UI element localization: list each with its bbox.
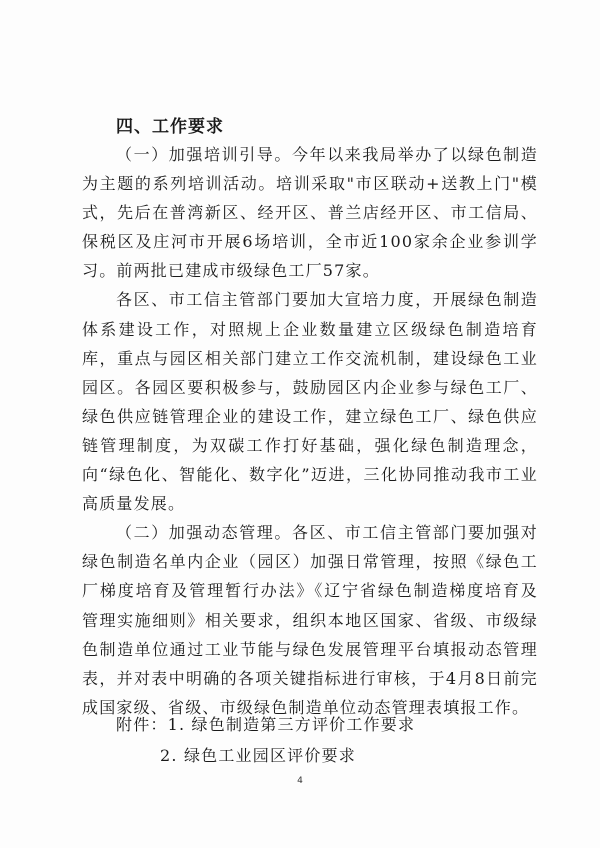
subheading-training: （一）加强培训引导。: [116, 145, 292, 164]
attachment-label: 附件：: [116, 715, 168, 734]
section-heading: 四、工作要求: [116, 117, 224, 137]
attachment-item-1: 1. 绿色制造第三方评价工作要求: [167, 715, 416, 734]
attachment-line-1: [116, 710, 415, 740]
paragraph-management-text: 各区、市工信主管部门要加强对绿色制造名单内企业（园区）加强日常管理，按照《绿色工厂梯度培育及管理暂行办法》《辽宁省绿色制造梯度培育及管理实施细则》相关要求，组织本地区国家、省级、市级绿色制造单位通过工业节能与绿色发展管理平台填报动态管理表，并对表中明确的各项关键指标进行审核，于4月8日前完成国家级、省级、市级绿色制造单位动态管理表填报工作。: [82, 523, 538, 717]
attachment-item-2: 2. 绿色工业园区评价要求: [160, 746, 356, 765]
subheading-management: （二）加强动态管理。: [116, 523, 292, 543]
paragraph-training-text: 今年以来我局举办了以绿色制造为主题的系列培训活动。培训采取"市区联动+送教上门"模式，先后在普湾新区、经开区、普兰店经开区、市工信局、保税区及庄河市开展6场培训，全市近100家余企业参训学习。前两批已建成市级绿色工厂57家。: [82, 145, 538, 281]
paragraph-promotion-text: 各区、市工信主管部门要加大宣培力度，开展绿色制造体系建设工作，对照规上企业数量建立区级绿色制造培育库，重点与园区相关部门建立工作交流机制，建设绿色工业园区。各园区要积极参与，鼓励园区内企业参与绿色工厂、绿色供应链管理企业的建设工作，建立绿色工厂、绿色供应链管理制度，为双碳工作打好基础，强化绿色制造理念，向“绿色化、智能化、数字化”迈进，三化协同推动我市工业高质量发展。: [82, 290, 538, 514]
paragraph-training: [82, 140, 538, 285]
document-body: [82, 140, 538, 722]
paragraph-promotion: [82, 285, 538, 518]
paragraph-management: [82, 518, 538, 722]
page-number: 4: [297, 776, 303, 786]
